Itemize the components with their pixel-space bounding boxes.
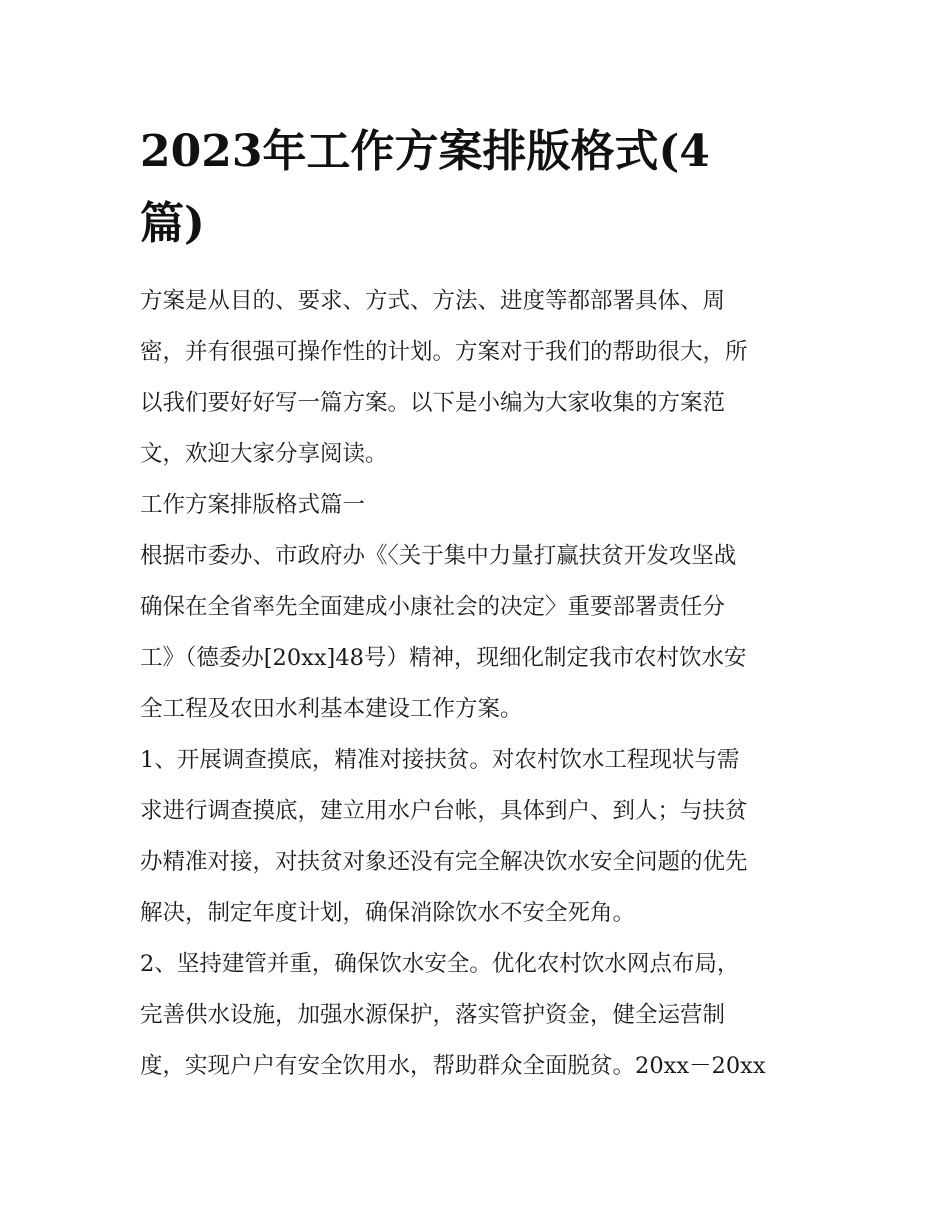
title-line-1: 2023年工作方案排版格式(4 <box>140 126 710 177</box>
body-line: 求进行调查摸底，建立用水户台帐，具体到户、到人；与扶贫 <box>140 798 748 824</box>
section-heading: 工作方案排版格式篇一 <box>140 492 366 518</box>
body-line: 解决，制定年度计划，确保消除饮水不安全死角。 <box>140 900 636 926</box>
document-title <box>140 116 820 260</box>
body-line: 度，实现户户有安全饮用水，帮助群众全面脱贫。20xx－20xx <box>140 1053 766 1079</box>
document-body <box>140 276 820 1092</box>
body-line: 2、坚持建管并重，确保饮水安全。优化农村饮水网点布局， <box>140 951 740 977</box>
body-line: 全工程及农田水利基本建设工作方案。 <box>140 696 523 722</box>
body-line: 1、开展调查摸底，精准对接扶贫。对农村饮水工程现状与需 <box>140 747 740 773</box>
body-line: 根据市委办、市政府办《〈关于集中力量打赢扶贫开发攻坚战 <box>140 543 737 569</box>
body-line: 方案是从目的、要求、方式、方法、进度等都部署具体、周 <box>140 288 726 314</box>
body-line: 工》（德委办[20xx]48号）精神，现细化制定我市农村饮水安 <box>140 645 747 671</box>
body-line: 办精准对接，对扶贫对象还没有完全解决饮水安全问题的优先 <box>140 849 748 875</box>
body-line: 以我们要好好写一篇方案。以下是小编为大家收集的方案范 <box>140 390 726 416</box>
body-line: 完善供水设施，加强水源保护，落实管护资金，健全运营制 <box>140 1002 726 1028</box>
body-line: 确保在全省率先全面建成小康社会的决定〉重要部署责任分 <box>140 594 726 620</box>
body-line: 密，并有很强可操作性的计划。方案对于我们的帮助很大，所 <box>140 339 748 365</box>
title-line-2: 篇) <box>140 198 205 249</box>
body-line: 文，欢迎大家分享阅读。 <box>140 441 388 467</box>
